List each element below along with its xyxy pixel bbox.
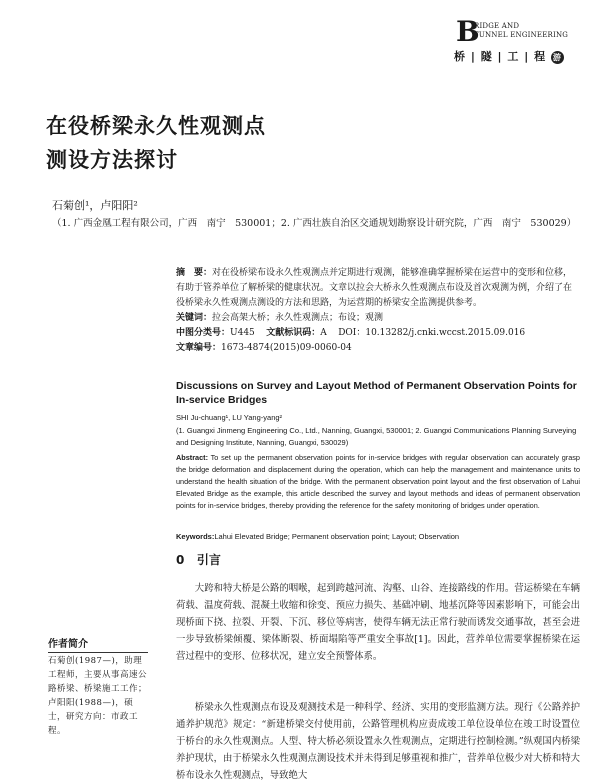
- logo-char: 桥: [454, 50, 466, 63]
- english-keywords-label: Keywords:: [176, 532, 215, 541]
- author-bio-heading: 作者简介: [48, 635, 148, 653]
- journal-logo-line2: TUNNEL ENGINEERING: [474, 31, 569, 39]
- logo-char: 隧: [480, 50, 493, 63]
- journal-logo-line1: RIDGE AND: [474, 22, 520, 30]
- article-title-line2: 测设方法探讨: [46, 148, 178, 172]
- clc-value: U445: [230, 328, 255, 338]
- author-bio-text: 石菊创(1987—)，助理工程师，主要从事高速公路桥梁、桥梁施工工作；卢阳阳(1988—)，硕士，研究方向：市政工程。: [48, 656, 148, 736]
- affiliation: （1. 广西金凰工程有限公司，广西 南宁 530001；2. 广西壮族自治区交通规划勘察设计研究院，广西 南宁 530029）: [52, 218, 577, 229]
- abstract-cn: [176, 266, 580, 356]
- body-paragraph: 大跨和特大桥是公路的咽喉，起到跨越河流、沟壑、山谷、连接路线的作用。营运桥梁在车辆荷载、温度荷载、混凝土收缩和徐变、预应力损失、基础冲刷、地基沉降等因素影响下，可能会出现桥面下挠、拉裂、开裂、下沉、移位等病害，使得车辆无法正常行驶而诱发交通事故，甚至会进一步导致桥梁倾覆、梁体断裂、桥面塌陷等严重安全事故[1]。因此，营养单位需要掌握桥梁在运营过程中的变形、位移状况，建立安全预警体系。: [176, 583, 580, 662]
- journal-logo-initial: B: [456, 15, 480, 48]
- authors: 石菊创¹，卢阳阳²: [52, 199, 138, 212]
- article-number-label: 文章编号：: [176, 343, 222, 353]
- doi-label: DOI：: [338, 328, 366, 338]
- clc-label: 中图分类号：: [176, 328, 231, 338]
- article-number: 1673-4874(2015)09-0060-04: [221, 343, 352, 353]
- english-authors: SHI Ju-chuang¹, LU Yang-yang²: [176, 413, 283, 422]
- keywords: 拉会高架大桥；永久性观测点；布设；观测: [212, 313, 384, 323]
- logo-char: 程: [534, 50, 547, 63]
- journal-logo-cn: 桥 | 隧 | 工 | 程 游: [454, 50, 562, 63]
- doc-value: A: [320, 328, 327, 338]
- body-paragraph: 桥梁永久性观测点布设及观测技术是一种科学、经济、实用的变形监测方法。现行《公路养护通养护规范》规定：“新建桥梁交付使用前，公路管理机构应责成竣工单位设单位在竣工时设置位于桥台的永久性观测点。人型、特大桥必须设置永久性观测点，定期进行控制检测。”纵观国内桥梁养护现状，由于桥梁永久性观测点测设技术并未得到足够重视和推广，营养单位极少对大桥和特大桥布设永久性观测点，导致绝大: [176, 702, 580, 781]
- doc-label: 文献标识码：: [266, 328, 321, 338]
- english-abstract-label: Abstract:: [176, 453, 209, 462]
- logo-char: 工: [507, 50, 520, 63]
- abstract-label: 摘 要：: [176, 268, 213, 278]
- section-number: 0: [176, 553, 185, 567]
- keywords-label: 关键词：: [176, 313, 213, 323]
- english-title: Discussions on Survey and Layout Method of Permanent Observation Points for In-service Bridges: [176, 380, 577, 406]
- english-affiliation: (1. Guangxi Jinmeng Engineering Co., Ltd., Nanning, Guangxi, 530001; 2. Guangxi Communications Planning Surveying and Designing Institute, Nanning, Guangxi, 530029): [176, 426, 577, 447]
- english-keywords: [176, 531, 580, 543]
- section-heading: [176, 551, 221, 568]
- article-title-line1: 在役桥梁永久性观测点: [46, 114, 266, 138]
- english-keywords-text: Lahui Elevated Bridge; Permanent observation point; Layout; Observation: [214, 532, 460, 541]
- english-abstract: [176, 452, 580, 512]
- journal-badge-icon: 游: [552, 52, 562, 62]
- english-abstract-text: To set up the permanent observation points for in-service bridges with regular observation can accurately grasp the bridge deformation and displacement during the operation, which can help the management and maintenance units to understand the health situation of the bridge. With the permanent observation point layout and the first observation of Lahui Elevated Bridge as the example, this article described the survey and layout methods and ideas of permanent observation points for in-service bridges, thereby providing the reference for the safety monitoring of bridges under operation.: [176, 453, 580, 510]
- section-title: 引言: [196, 553, 221, 567]
- doi-value: 10.13282/j.cnki.wccst.2015.09.016: [365, 328, 526, 338]
- abstract-text: 对在役桥梁布设永久性观测点并定期进行观测，能够准确掌握桥梁在运营中的变形和位移，有助于管养单位了解桥梁的健康状况。文章以拉会大桥永久性观测点布设及首次观测为例，介绍了在役桥梁永久性观测点测设的方法和思路，为运营期的桥梁安全监测提供参考。: [176, 268, 573, 308]
